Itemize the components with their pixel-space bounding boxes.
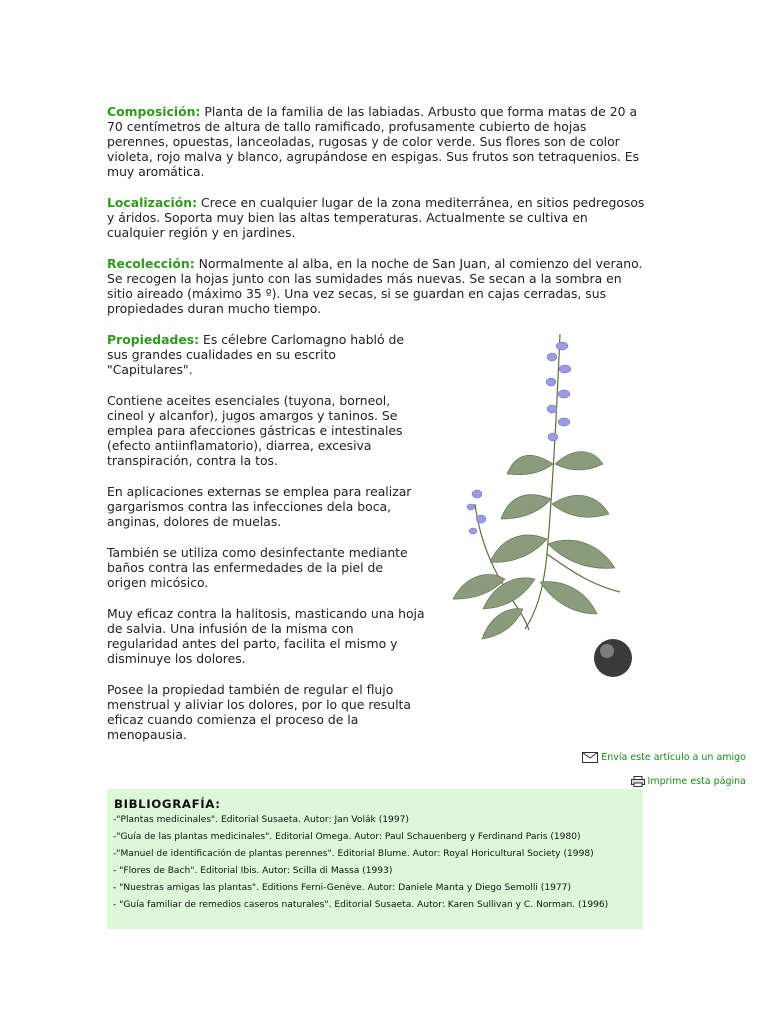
text-propiedades: Es célebre Carlomagno habló de sus grandes cualidades en su escrito "Capitulares". xyxy=(107,332,405,377)
bibliography-list xyxy=(113,815,638,917)
bibliography-item: - "Nuestras amigas las plantas". Editions Ferni-Genève. Autor: Daniele Manta y Diego Semolli (1977) xyxy=(113,883,572,893)
heading-propiedades: Propiedades: xyxy=(107,332,200,347)
section-composicion xyxy=(107,104,647,179)
bibliography-item: -"Guía de las plantas medicinales". Editorial Omega. Autor: Paul Schauenberg y Ferdinand Paris (1980) xyxy=(113,832,581,842)
email-article-link[interactable] xyxy=(582,752,746,763)
section-recoleccion xyxy=(107,256,647,316)
heading-localizacion: Localización: xyxy=(107,195,198,210)
print-page-link[interactable] xyxy=(631,776,746,787)
propiedades-paragraph: En aplicaciones externas se emplea para realizar gargarismos contra las infecciones dela boca, anginas, dolores de muelas. xyxy=(107,484,412,529)
print-page-label[interactable]: Imprime esta página xyxy=(647,776,746,787)
propiedades-paragraph: Muy eficaz contra la halitosis, masticando una hoja de salvia. Una infusión de la misma con regularidad antes del parto, facilita el mismo y disminuye los dolores. xyxy=(107,606,425,666)
text-recoleccion: Normalmente al alba, en la noche de San Juan, al comienzo del verano. Se recogen la hojas junto con las sumidades más nuevas. Se secan a la sombra en sitio aireado (máximo 35 º). Una vez secas, si se guardan en cajas cerradas, sus propiedades duran mucho tiempo. xyxy=(107,256,643,316)
bibliography-item: - "Flores de Bach". Editorial Ibis. Autor: Scilla di Massa (1993) xyxy=(113,866,393,876)
sage-plant-illustration xyxy=(435,324,635,684)
email-article-label[interactable]: Envía este artículo a un amigo xyxy=(601,752,746,763)
bibliography-title: BIBLIOGRAFÍA: xyxy=(114,797,221,811)
article xyxy=(107,104,647,742)
text-composicion: Planta de la familia de las labiadas. Arbusto que forma matas de 20 a 70 centímetros de altura de tallo ramificado, profusamente cubierto de hojas perennes, opuestas, lanceoladas, rugosas y de color verde. Sus flores son de color violeta, rojo malva y blanco, agrupándose en espigas. Sus frutos son tetraquenios. Es muy aromática. xyxy=(107,104,640,179)
heading-recoleccion: Recolección: xyxy=(107,256,195,271)
text-localizacion: Crece en cualquier lugar de la zona mediterránea, en sitios pedregosos y áridos. Soporta muy bien las altas temperaturas. Actualmente se cultiva en cualquier región y en jardines. xyxy=(107,195,645,240)
heading-composicion: Composición: xyxy=(107,104,201,119)
section-propiedades xyxy=(107,332,647,742)
printer-icon xyxy=(631,776,645,787)
bibliography-box xyxy=(107,789,643,929)
bibliography-item: -"Manuel de identificación de plantas perennes". Editorial Blume. Autor: Royal Horicultural Society (1998) xyxy=(113,849,594,859)
propiedades-paragraph: También se utiliza como desinfectante mediante baños contra las enfermedades de la piel de origen micósico. xyxy=(107,545,408,590)
envelope-icon xyxy=(582,752,598,763)
bibliography-item: -"Plantas medicinales". Editorial Susaeta. Autor: Jan Volák (1997) xyxy=(113,815,409,825)
bibliography-item: - "Guía familiar de remedios caseros naturales". Editorial Susaeta. Autor: Karen Sullivan y C. Norman. (1996) xyxy=(113,900,609,910)
propiedades-intro xyxy=(107,332,425,377)
section-localizacion xyxy=(107,195,647,240)
propiedades-paragraph: Contiene aceites esenciales (tuyona, borneol, cineol y alcanfor), jugos amargos y taninos. Se emplea para afecciones gástricas e intestinales (efecto antiinflamatorio), diarrea, excesiva transpiración, contra la tos. xyxy=(107,393,403,468)
propiedades-paragraph: Posee la propiedad también de regular el flujo menstrual y aliviar los dolores, por lo que resulta eficaz cuando comienza el proceso de la menopausia. xyxy=(107,682,411,742)
